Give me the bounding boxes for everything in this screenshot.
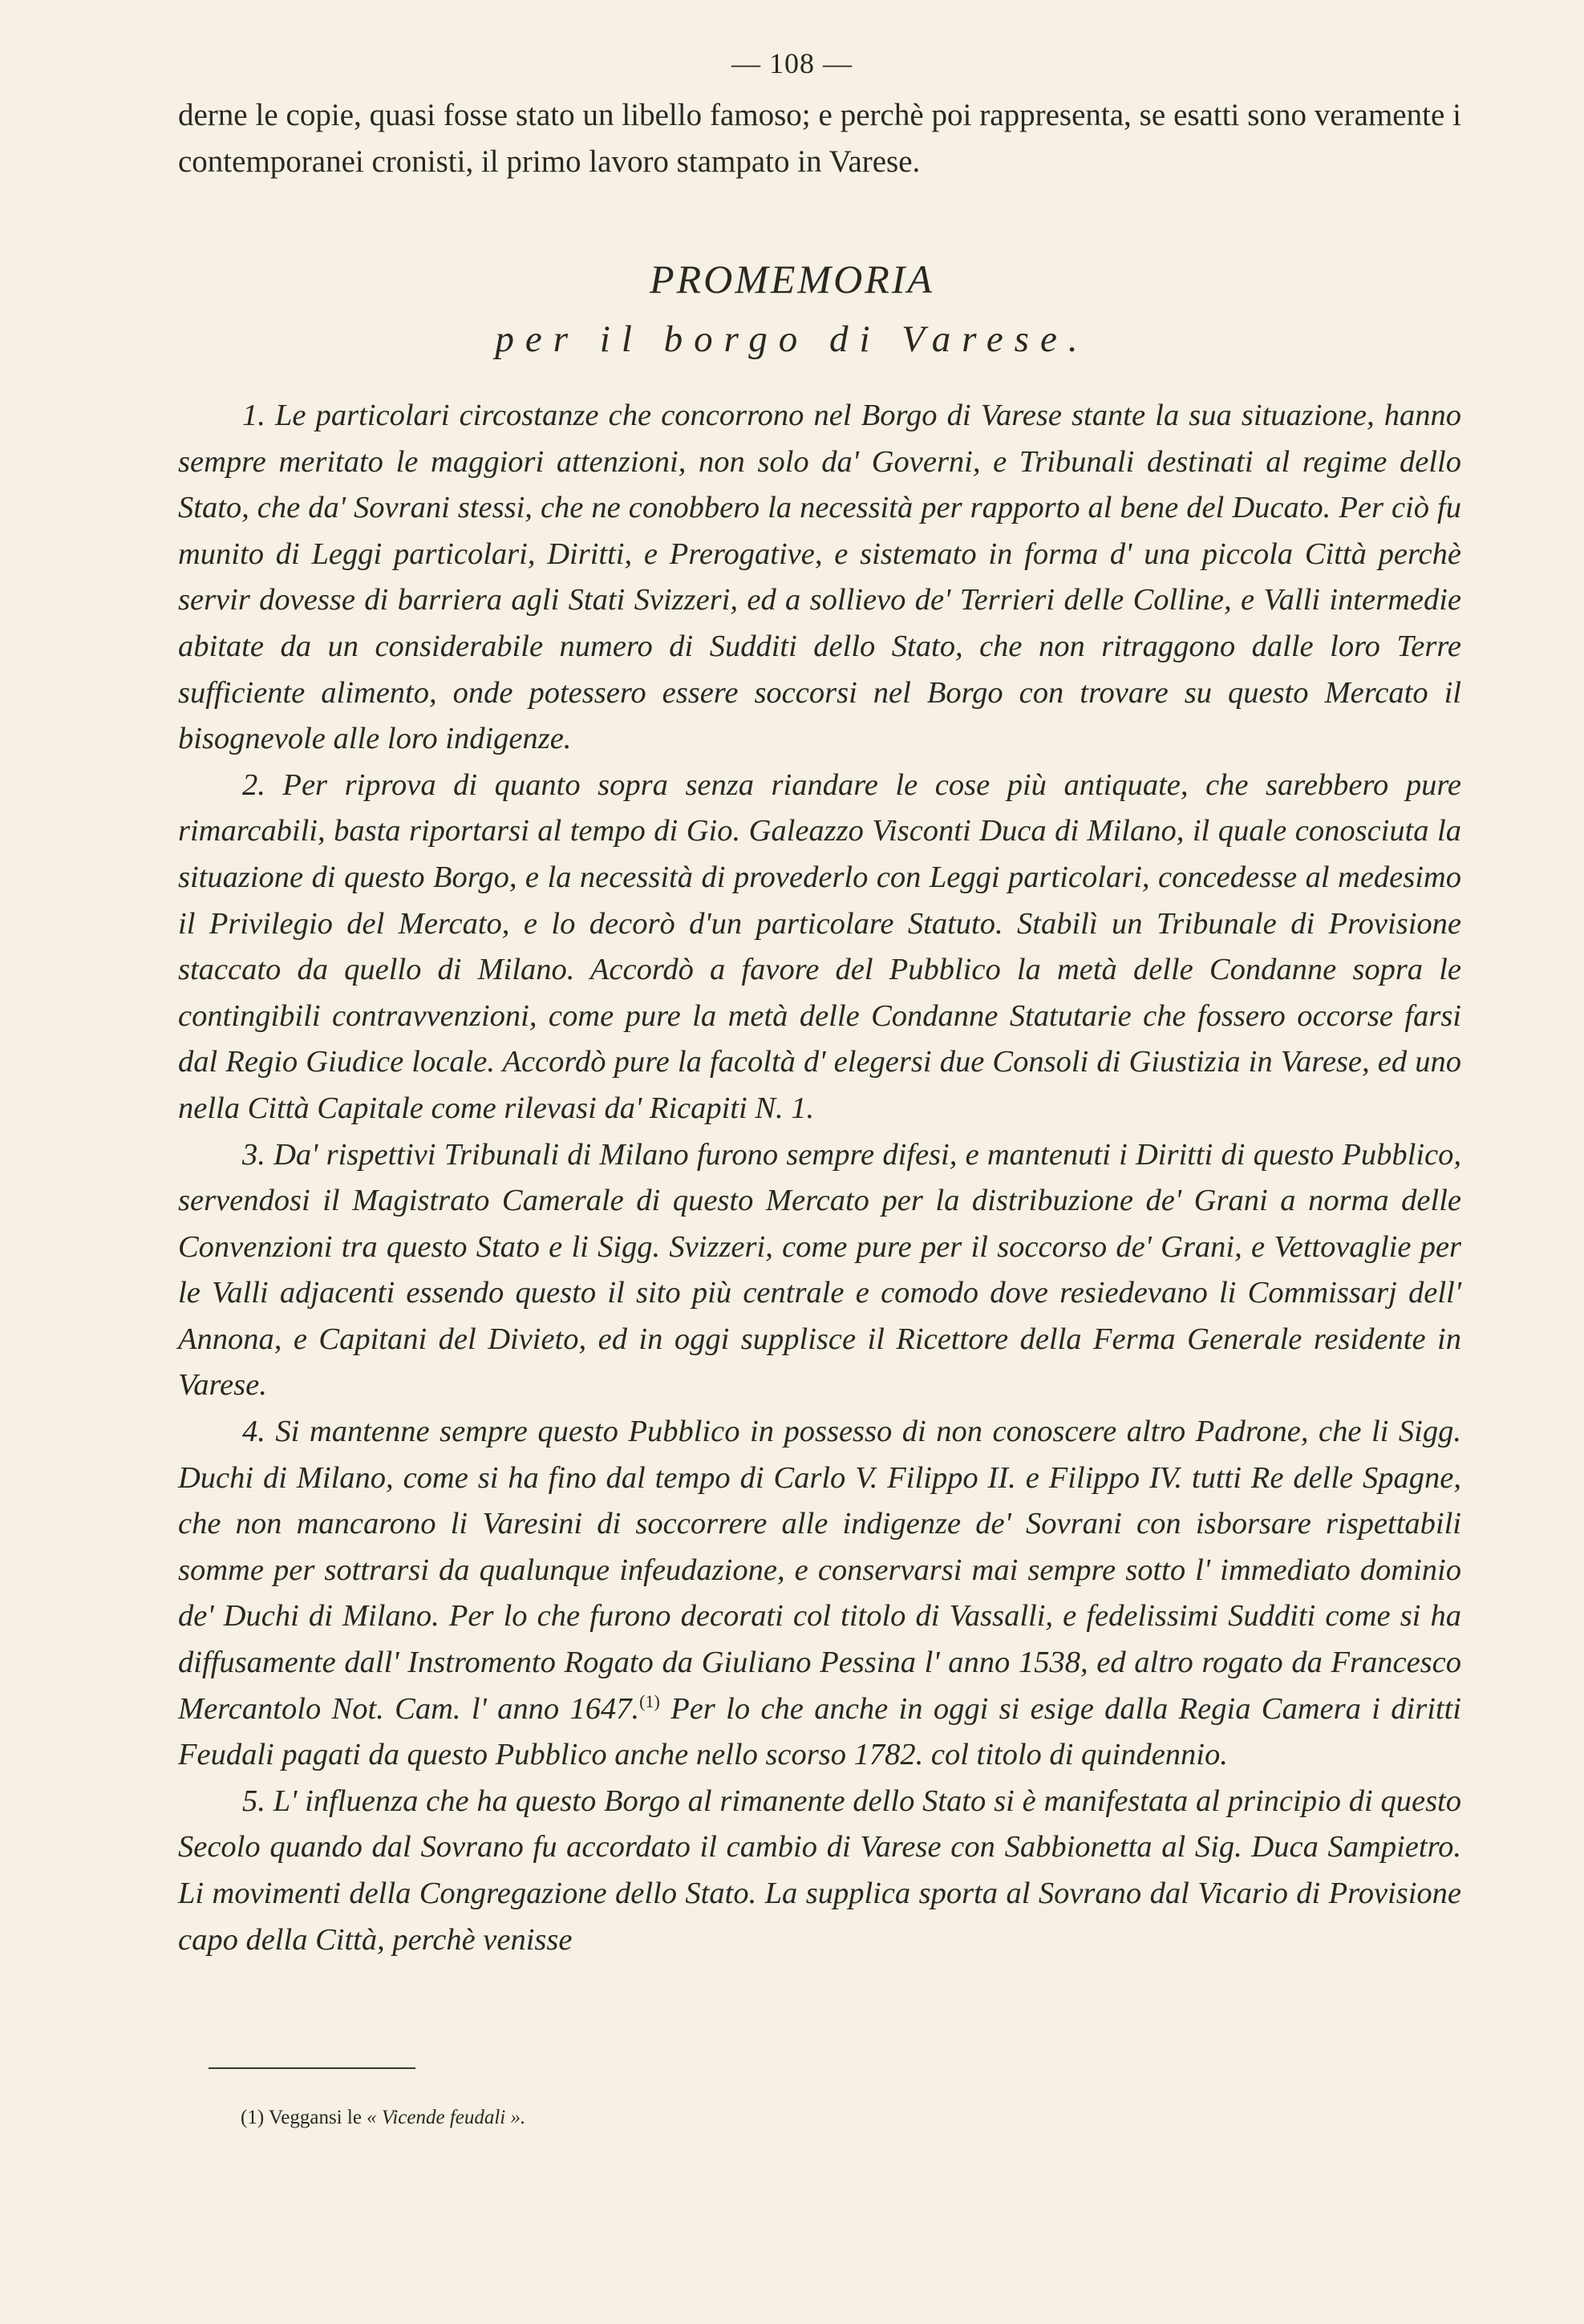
- footnote-text: Veggansi le: [268, 2107, 362, 2128]
- paragraph-3: 3. Da' rispettivi Tribunali di Milano furono sempre difesi, e mantenuti i Diritti di questo Pubblico, servendosi il Magistrato Camerale di questo Mercato per la distribuzione de' Grani a norma delle Convenzioni tra questo Stato e li Sigg. Svizzeri, come pure per il soccorso de' Grani, e Vettovaglie per le Valli adjacenti essendo questo il sito più centrale e comodo dove resiedevano li Commissarj dell' Annona, e Capitani del Divieto, ed in oggi supplisce il Ricettore della Ferma Generale residente in Varese.: [178, 1137, 1461, 1403]
- paragraph-2: 2. Per riprova di quanto sopra senza riandare le cose più antiquate, che sarebbero pure rimarcabili, basta riportarsi al tempo di Gio. Galeazzo Visconti Duca di Milano, il quale conosciuta la situazione di questo Borgo, e la necessità di provederlo con Leggi particolari, concedesse al medesimo il Privilegio del Mercato, e lo decorò d'un particolare Statuto. Stabilì un Tribunale di Provisione staccato da quello di Milano. Accordò a favore del Pubblico la metà delle Condanne sopra le contingibili contravvenzioni, come pure la metà delle Condanne Statutarie che fossero occorse farsi dal Regio Giudice locale. Accordò pure la facoltà d' elegersi due Consoli di Giustizia in Varese, ed uno nella Città Capitale come rilevasi da' Ricapiti N. 1.: [178, 767, 1461, 1125]
- page-number: — 108 —: [731, 47, 853, 79]
- footnote-divider: [209, 2067, 415, 2069]
- footnote-quote: « Vicende feudali ».: [367, 2107, 526, 2128]
- paragraph-4: [178, 1409, 1461, 1779]
- paragraph-4-continuation: Per lo che anche in oggi si esige dalla Regia Camera i diritti Feudali pagati da questo Pubblico anche nello scorso 1782. col titolo di quindennio.: [178, 1691, 1461, 1772]
- document-subtitle: per il borgo di Varese.: [495, 318, 1089, 360]
- paragraph-4-text: 4. Si mantenne sempre questo Pubblico in possesso di non conoscere altro Padrone, che li Sigg. Duchi di Milano, come si ha fino dal tempo di Carlo V. Filippo II. e Filippo IV. tutti Re delle Spagne, che non mancarono li Varesini di soccorrere alle indigenze de' Sovrani con isborsare rispettabili somme per sottrarsi da qualunque infeudazione, e conservarsi mai sempre sotto l' immediato dominio de' Duchi di Milano. Per lo che furono decorati col titolo di Vassalli, e fedelissimi Sudditi come si ha diffusamente dall' Instromento Rogato da Giuliano Pessina l' anno 1538, ed altro rogato da Francesco Mercantolo Not. Cam. l' anno 1647.: [178, 1415, 1461, 1726]
- document-title: PROMEMORIA: [650, 257, 934, 302]
- intro-paragraph: [178, 92, 1461, 185]
- heading: [0, 255, 1584, 367]
- body-text: [178, 393, 1461, 1963]
- footnote: [241, 2104, 1363, 2132]
- intro-text: derne le copie, quasi fosse stato un libello famoso; e perchè poi rappresenta, se esatti sono veramente i contemporanei cronisti, il primo lavoro stampato in Varese.: [178, 98, 1461, 179]
- paragraph-1: 1. Le particolari circostanze che concorrono nel Borgo di Varese stante la sua situazione, hanno sempre meritato le maggiori attenzioni, non solo da' Governi, e Tribunali destinati al regime dello Stato, che da' Sovrani stessi, che ne conobbero la necessità per rapporto al bene del Ducato. Per ciò fu munito di Leggi particolari, Diritti, e Prerogative, e sistemato in forma d' una piccola Città perchè servir dovesse di barriera agli Stati Svizzeri, ed a sollievo de' Terrieri delle Colline, e Valli intermedie abitate da un considerabile numero di Sudditi dello Stato, che non ritraggono dalle loro Terre sufficiente alimento, onde potessero essere soccorsi nel Borgo con trovare su questo Mercato il bisognevole alle loro indigenze.: [178, 399, 1461, 756]
- footnote-reference: (1): [639, 1690, 660, 1711]
- paragraph-5: 5. L' influenza che ha questo Borgo al rimanente dello Stato si è manifestata al principio di questo Secolo quando dal Sovrano fu accordato il cambio di Varese con Sabbionetta al Sig. Duca Sampietro. Li movimenti della Congregazione dello Stato. La supplica sporta al Sovrano dal Vicario di Provisione capo della Città, perchè venisse: [178, 1783, 1461, 1957]
- footnote-marker: (1): [241, 2107, 265, 2128]
